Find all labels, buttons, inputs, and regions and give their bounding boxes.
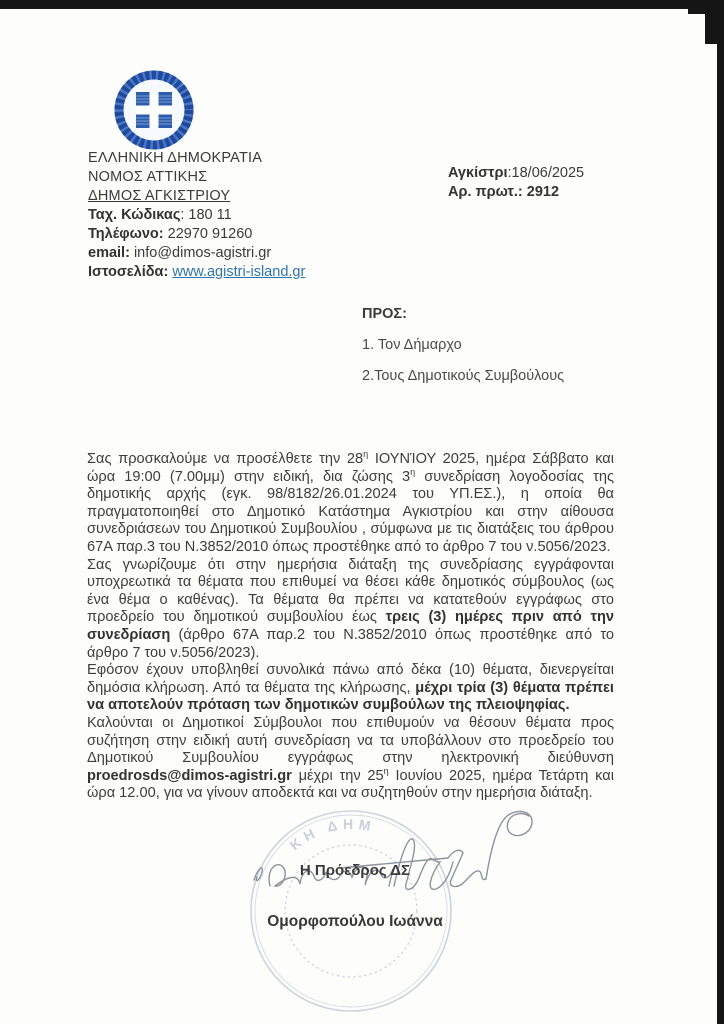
protocol-number: 2912 [522,184,560,200]
website-label: Ιστοσελίδα: [88,264,169,280]
recipients-heading: ΠΡΟΣ: [362,306,407,322]
phone-value: 22970 91260 [163,226,253,242]
signatory-name: Ομορφοπούλου Ιωάννα [267,913,443,930]
paragraph-lottery-rule: Εφόσον έχουν υποβληθεί συνολικά πάνω από δέκα (10) θέματα, διενεργείται δημόσια κλήρωση. Από τα θέματα της κλήρωσης, μέχρι τρία (3) θέματα πρέπει να αποτελούν πρόταση των δημοτικών συμβούλων της πλειοψηφίας. [87,662,614,714]
phone-row [88,225,305,244]
website-link[interactable]: www.agistri-island.gr [172,264,306,280]
protocol-label: Αρ. πρωτ.: [448,184,523,200]
email-value: info@dimos-agistri.gr [129,245,272,261]
recipient-item-mayor: 1. Τον Δήμαρχο [362,337,462,353]
website-row [88,263,305,282]
phone-label: Τηλέφωνο: [88,226,164,242]
greek-national-emblem-icon [112,68,196,152]
org-line-municipality: ΔΗΜΟΣ ΑΓΚΙΣΤΡΙΟΥ [88,188,231,204]
postal-code-row [88,206,305,225]
scan-border-right [717,0,724,1024]
recipients-block [362,306,564,384]
reference-block [448,164,584,202]
date-value: :18/06/2025 [507,165,585,181]
paragraph-invitation: Σας προσκαλούμε να προσέλθετε την $28^\eta$ ΙΟΥΝΊΟΥ 2025, ημέρα Σάββατο και ώρα 19:00 (7.00μμ) στην ειδική, δια ζώσης $3^\eta$ συνεδρίαση λογοδοσίας της δημοτικής αρχής (εγκ. 98/8182/26.01.2024 του ΥΠ.ΕΣ.), η οποία θα πραγματοποιηθεί στο Δημοτικό Κατάστημα Αγκιστρίου και στην αίθουσα συνεδριάσεων του Δημοτικού Συμβουλίου , σύμφωνα με τις διατάξεις του άρθρου 67Α παρ.3 του Ν.3852/2010 όπως προστέθηκε από το άρθρο 7 του ν.5056/2023. [87,449,615,555]
org-line-prefecture: ΝΟΜΟΣ ΑΤΤΙΚΗΣ [88,169,208,185]
postal-code-label: Ταχ. Κώδικας [88,207,181,223]
letterhead [88,149,305,282]
signatory-title: Η Πρόεδρος ΔΣ [299,862,411,879]
recipient-item-councillors: 2.Τους Δημοτικούς Συμβούλους [362,368,565,384]
paragraph-agenda-rules: Σας γνωρίζουμε ότι στην ημερήσια διάταξη της συνεδρίασης εγγράφονται υποχρεωτικά τα θέματα που επιθυμεί να θέσει κάθε δημοτικός σύμβουλος (ως ένα θέμα ο καθένας). Τα θέματα θα πρέπει να κατατεθούν εγγράφως στο προεδρείο του δημοτικού συμβουλίου έως τρεις (3) ημέρες πριν από την συνεδρίαση (άρθρο 67Α παρ.2 του Ν.3852/2010 όπως προστέθηκε από το άρθρο 7 του ν.5056/2023). [87,556,614,661]
org-line-republic: ΕΛΛΗΝΙΚΗ ΔΗΜΟΚΡΑΤΙΑ [88,150,263,166]
stamp-arc-text: ΚΗ ΔΗΜ [286,815,377,854]
postal-code-value: : 180 11 [180,207,232,223]
place-label: Αγκίστρι [448,165,508,181]
email-label: email: [88,245,130,261]
place-date-row [448,164,584,183]
protocol-row [448,183,584,202]
scan-border-top [0,0,724,9]
scan-border-corner-deep [705,0,724,44]
paragraph-submission-instructions: Καλούνται οι Δημοτικοί Σύμβουλοι που επιθυμούν να θέσουν θέματα προς συζήτηση στην ειδική αυτή συνεδρίαση να τα υποβάλλουν στο προεδρείο του Δημοτικού Συμβουλίου εγγράφως στην ηλεκτρονική διεύθυνση proedrosds@dimos-agistri.gr μέχρι την $25^\eta$ Ιουνίου 2025, ημέρα Τετάρτη και ώρα 12.00, για να γίνουν αποδεκτά και να συζητηθούν στην ημερήσια διάταξη. [87,714,614,802]
letter-body [87,451,614,803]
handwritten-signature [248,806,538,914]
email-row [88,244,305,263]
